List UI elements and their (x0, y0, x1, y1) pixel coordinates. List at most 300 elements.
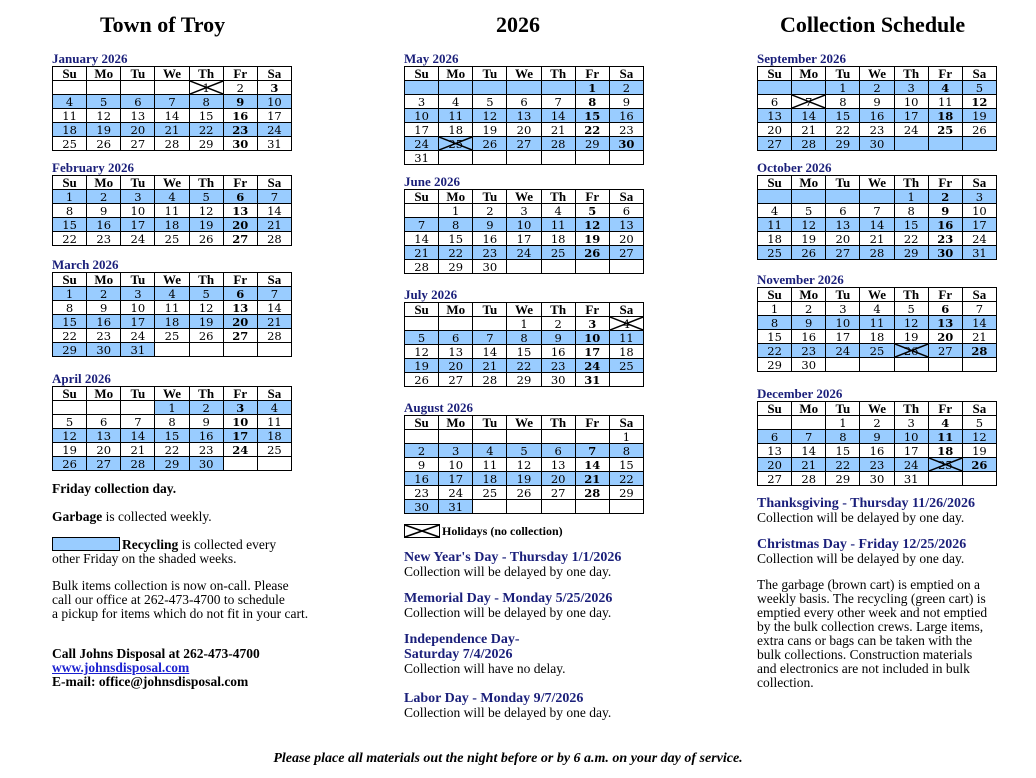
weekday-label: We (507, 416, 541, 430)
month-calendar (404, 52, 644, 165)
day-cell (439, 218, 473, 232)
week-row (758, 302, 997, 316)
day-cell (928, 123, 962, 137)
weekday-label: Th (894, 288, 928, 302)
day-number: 12 (198, 300, 214, 315)
day-cell (155, 95, 189, 109)
weekday-label: Tu (826, 67, 860, 81)
day-cell (223, 329, 257, 343)
day-cell (758, 218, 792, 232)
day-number: 17 (903, 108, 919, 123)
day-cell (223, 190, 257, 204)
week-row (53, 415, 292, 429)
day-number: 7 (486, 330, 494, 345)
day-cell (155, 81, 189, 95)
day-cell (609, 81, 643, 95)
day-cell (405, 317, 439, 331)
week-row (405, 500, 644, 514)
day-number: 26 (482, 136, 498, 151)
weekday-label: Mo (792, 402, 826, 416)
day-number: 18 (619, 344, 634, 359)
day-number: 31 (584, 372, 601, 387)
weekday-label: Mo (87, 67, 121, 81)
month-title: February 2026 (52, 160, 134, 175)
day-number: 13 (130, 108, 146, 123)
day-number: 12 (482, 108, 498, 123)
day-cell (223, 401, 257, 415)
month-grid (52, 66, 292, 151)
day-cell (541, 345, 575, 359)
day-number: 30 (198, 456, 214, 471)
day-number: 20 (550, 471, 566, 486)
day-number: 21 (584, 471, 601, 486)
day-number: 31 (903, 471, 919, 486)
day-cell (155, 415, 189, 429)
day-cell (758, 430, 792, 444)
day-number: 26 (198, 328, 214, 343)
day-number: 15 (198, 108, 214, 123)
weekday-label: Th (189, 67, 223, 81)
day-number: 7 (134, 414, 142, 429)
day-number: 9 (873, 94, 881, 109)
day-cell (155, 329, 189, 343)
day-cell (758, 246, 792, 260)
day-cell (575, 444, 609, 458)
recycling-text-1: is collected every (178, 537, 277, 552)
day-number: 5 (202, 189, 210, 204)
day-number: 6 (520, 94, 528, 109)
month-calendar (757, 52, 997, 151)
day-number: 19 (482, 122, 498, 137)
website-link[interactable]: www.johnsdisposal.com (52, 660, 190, 675)
day-cell (155, 457, 189, 471)
weekday-header-row (53, 387, 292, 401)
day-cell (121, 190, 155, 204)
day-cell (405, 500, 439, 514)
day-number: 21 (267, 217, 282, 232)
day-number: 17 (516, 231, 532, 246)
month-title: May 2026 (404, 51, 459, 66)
day-cell (189, 457, 223, 471)
week-row (53, 401, 292, 415)
day-cell (860, 246, 894, 260)
day-number: 15 (584, 108, 601, 123)
day-cell (53, 81, 87, 95)
day-cell (155, 401, 189, 415)
bulk-text-2: call our office at 262-473-4700 to schedule (52, 592, 285, 607)
day-number: 9 (941, 203, 950, 218)
day-number: 19 (972, 443, 987, 458)
day-number: 3 (270, 80, 279, 95)
day-number: 13 (448, 344, 464, 359)
weekday-label: Mo (792, 176, 826, 190)
day-cell (575, 345, 609, 359)
day-number: 2 (873, 80, 881, 95)
day-number: 2 (100, 189, 108, 204)
day-cell (758, 316, 792, 330)
day-number: 16 (801, 329, 817, 344)
month-calendar (404, 288, 644, 387)
day-cell (541, 458, 575, 472)
month-calendar (404, 175, 644, 274)
day-cell (473, 81, 507, 95)
day-number: 18 (550, 231, 566, 246)
day-cell (473, 204, 507, 218)
day-cell (894, 204, 928, 218)
day-number: 17 (232, 428, 249, 443)
day-cell (894, 444, 928, 458)
day-cell (894, 358, 928, 372)
month-title: December 2026 (757, 386, 843, 401)
day-cell (405, 204, 439, 218)
week-row (405, 123, 644, 137)
holiday-day-cell (928, 458, 962, 472)
day-number: 27 (767, 136, 782, 151)
month-title: January 2026 (52, 51, 128, 66)
day-number: 19 (198, 314, 214, 329)
day-cell (826, 416, 860, 430)
day-cell (87, 457, 121, 471)
day-cell (257, 218, 291, 232)
day-cell (609, 218, 643, 232)
day-number: 24 (130, 231, 146, 246)
day-number: 15 (835, 443, 851, 458)
day-cell (473, 345, 507, 359)
day-number: 4 (168, 189, 176, 204)
day-number: 8 (452, 217, 460, 232)
day-cell (962, 430, 996, 444)
day-cell (962, 302, 996, 316)
day-number: 21 (972, 329, 987, 344)
holiday-note: Collection will be delayed by one day. (404, 605, 612, 620)
day-cell (758, 444, 792, 458)
day-cell (609, 472, 643, 486)
day-cell (189, 329, 223, 343)
day-cell (894, 316, 928, 330)
day-number: 3 (520, 203, 528, 218)
weekday-label: Sa (962, 67, 996, 81)
day-number: 11 (62, 108, 77, 123)
day-cell (189, 287, 223, 301)
day-number: 25 (869, 343, 885, 358)
day-cell (189, 315, 223, 329)
day-cell (53, 315, 87, 329)
day-number: 31 (448, 499, 464, 514)
day-number: 1 (770, 301, 779, 316)
day-number: 22 (835, 122, 851, 137)
day-number: 11 (937, 94, 953, 109)
day-number: 5 (100, 94, 108, 109)
day-cell (894, 246, 928, 260)
day-cell (473, 109, 507, 123)
week-row (758, 232, 997, 246)
day-cell (758, 232, 792, 246)
day-number: 21 (550, 122, 566, 137)
weekday-label: Fr (575, 416, 609, 430)
day-number: 10 (972, 203, 987, 218)
week-row (53, 190, 292, 204)
day-number: 28 (971, 343, 988, 358)
day-cell (860, 430, 894, 444)
day-cell (87, 109, 121, 123)
day-number: 26 (584, 245, 601, 260)
day-cell (53, 95, 87, 109)
day-cell (894, 109, 928, 123)
bulk-note (52, 579, 352, 621)
day-number: 10 (516, 217, 532, 232)
day-cell (575, 151, 609, 165)
day-number: 2 (873, 415, 881, 430)
day-cell (405, 232, 439, 246)
day-number: 5 (805, 203, 813, 218)
day-number: 22 (767, 343, 782, 358)
day-number: 29 (448, 259, 464, 274)
holiday-entry (404, 632, 704, 676)
day-number: 14 (801, 108, 817, 123)
day-number: 8 (839, 429, 847, 444)
day-number: 23 (619, 122, 634, 137)
day-cell (155, 232, 189, 246)
day-cell (121, 109, 155, 123)
day-number: 21 (482, 358, 498, 373)
day-number: 2 (100, 286, 108, 301)
day-number: 15 (903, 217, 919, 232)
day-cell (928, 232, 962, 246)
day-cell (507, 472, 541, 486)
month-title: July 2026 (404, 287, 458, 302)
day-cell (121, 457, 155, 471)
day-cell (189, 218, 223, 232)
weekday-label: We (860, 176, 894, 190)
holiday-entry (757, 496, 1036, 525)
holiday-legend (404, 524, 704, 538)
month-title: April 2026 (52, 371, 111, 386)
day-cell (928, 302, 962, 316)
week-row (405, 430, 644, 444)
weekday-label: We (860, 67, 894, 81)
day-cell (541, 151, 575, 165)
day-number: 23 (869, 122, 885, 137)
holiday-title: Labor Day - Monday 9/7/2026 (404, 691, 584, 706)
day-cell (223, 232, 257, 246)
day-cell (575, 486, 609, 500)
day-cell (87, 415, 121, 429)
day-cell (860, 95, 894, 109)
day-number: 18 (164, 217, 180, 232)
day-cell (121, 204, 155, 218)
day-number: 8 (839, 94, 847, 109)
day-number: 12 (971, 94, 988, 109)
day-cell (962, 95, 996, 109)
day-number: 28 (267, 231, 282, 246)
day-number: 25 (164, 328, 180, 343)
day-number: 1 (588, 80, 597, 95)
schedule-title: Collection Schedule (780, 12, 966, 37)
day-number: 18 (937, 443, 954, 458)
day-number: 12 (414, 344, 429, 359)
day-number: 13 (767, 443, 782, 458)
day-cell (405, 109, 439, 123)
day-number: 12 (972, 429, 987, 444)
day-cell (87, 315, 121, 329)
day-cell (575, 218, 609, 232)
day-number: 17 (414, 122, 429, 137)
day-number: 24 (130, 328, 146, 343)
day-number: 7 (270, 286, 279, 301)
month-calendar (52, 161, 292, 246)
month-grid (52, 386, 292, 471)
day-cell (575, 430, 609, 444)
day-cell (257, 109, 291, 123)
day-cell (962, 232, 996, 246)
day-number: 20 (96, 442, 112, 457)
day-cell (928, 109, 962, 123)
day-number: 3 (134, 189, 142, 204)
day-cell (575, 458, 609, 472)
week-row (405, 232, 644, 246)
week-row (758, 246, 997, 260)
weekday-label: Th (189, 273, 223, 287)
day-cell (928, 444, 962, 458)
day-number: 22 (903, 231, 919, 246)
day-cell (87, 232, 121, 246)
day-cell (792, 358, 826, 372)
day-number: 18 (767, 231, 782, 246)
week-row (405, 151, 644, 165)
day-number: 6 (941, 301, 950, 316)
day-cell (405, 331, 439, 345)
day-number: 13 (937, 315, 954, 330)
day-number: 24 (903, 122, 919, 137)
day-cell (894, 302, 928, 316)
day-cell (507, 359, 541, 373)
weekday-label: We (155, 273, 189, 287)
day-number: 1 (622, 429, 631, 444)
day-cell (860, 316, 894, 330)
day-number: 19 (972, 108, 987, 123)
day-number: 12 (198, 203, 214, 218)
day-number: 26 (96, 136, 112, 151)
day-cell (223, 415, 257, 429)
day-number: 22 (835, 457, 851, 472)
day-number: 30 (869, 136, 885, 151)
month-calendar (52, 258, 292, 357)
day-number: 8 (65, 300, 74, 315)
weekday-label: Fr (928, 402, 962, 416)
day-number: 18 (448, 122, 464, 137)
weekday-label: Tu (826, 288, 860, 302)
day-number: 7 (417, 217, 426, 232)
week-row (53, 329, 292, 343)
day-cell (507, 109, 541, 123)
day-cell (121, 232, 155, 246)
day-number: 2 (805, 301, 813, 316)
holiday-title: Christmas Day - Friday 12/25/2026 (757, 537, 967, 552)
holiday-note: Collection will be delayed by one day. (757, 510, 965, 525)
day-number: 5 (486, 94, 494, 109)
day-number: 28 (801, 471, 817, 486)
holiday-entry (404, 591, 704, 620)
day-cell (609, 373, 643, 387)
day-number: 24 (232, 442, 249, 457)
day-cell (121, 218, 155, 232)
day-cell (541, 137, 575, 151)
week-row (405, 444, 644, 458)
day-number: 13 (232, 203, 249, 218)
day-cell (575, 331, 609, 345)
day-cell (541, 486, 575, 500)
week-row (758, 444, 997, 458)
day-cell (53, 287, 87, 301)
day-cell (53, 190, 87, 204)
day-number: 7 (975, 301, 984, 316)
day-number: 22 (62, 231, 77, 246)
day-cell (189, 123, 223, 137)
weekday-label: Tu (473, 416, 507, 430)
cart-info-line: weekly basis. The recycling (green cart) is (757, 591, 986, 606)
weekday-label: Su (758, 402, 792, 416)
day-number: 3 (588, 316, 597, 331)
day-cell (541, 123, 575, 137)
day-cell (928, 358, 962, 372)
day-cell (826, 458, 860, 472)
weekday-label: Sa (609, 303, 643, 317)
garbage-label: Garbage (52, 509, 103, 524)
day-number: 5 (975, 415, 984, 430)
day-cell (87, 123, 121, 137)
day-number: 29 (62, 342, 77, 357)
day-cell (894, 472, 928, 486)
day-cell (758, 416, 792, 430)
day-cell (121, 315, 155, 329)
day-cell (758, 472, 792, 486)
day-cell (405, 444, 439, 458)
day-cell (473, 331, 507, 345)
day-number: 29 (164, 456, 180, 471)
day-number: 28 (130, 456, 146, 471)
day-cell (575, 246, 609, 260)
day-number: 25 (62, 136, 77, 151)
day-number: 13 (835, 217, 851, 232)
day-cell (860, 218, 894, 232)
day-number: 3 (417, 94, 426, 109)
day-cell (541, 373, 575, 387)
recycling-note (52, 537, 352, 566)
day-cell (962, 358, 996, 372)
day-cell (53, 401, 87, 415)
day-cell (257, 137, 291, 151)
weekday-label: We (860, 288, 894, 302)
day-number: 15 (516, 344, 532, 359)
day-cell (575, 317, 609, 331)
day-cell (541, 204, 575, 218)
holiday-day-cell (792, 95, 826, 109)
day-cell (189, 443, 223, 457)
day-number: 26 (198, 231, 214, 246)
day-number: 2 (202, 400, 210, 415)
day-cell (928, 430, 962, 444)
day-number: 14 (414, 231, 429, 246)
day-cell (792, 137, 826, 151)
weekday-label: Mo (792, 67, 826, 81)
day-cell (962, 204, 996, 218)
day-cell (155, 443, 189, 457)
day-number: 13 (516, 108, 532, 123)
email-line: E-mail: office@johnsdisposal.com (52, 674, 249, 689)
day-cell (87, 95, 121, 109)
day-cell (928, 190, 962, 204)
day-number: 28 (550, 136, 566, 151)
